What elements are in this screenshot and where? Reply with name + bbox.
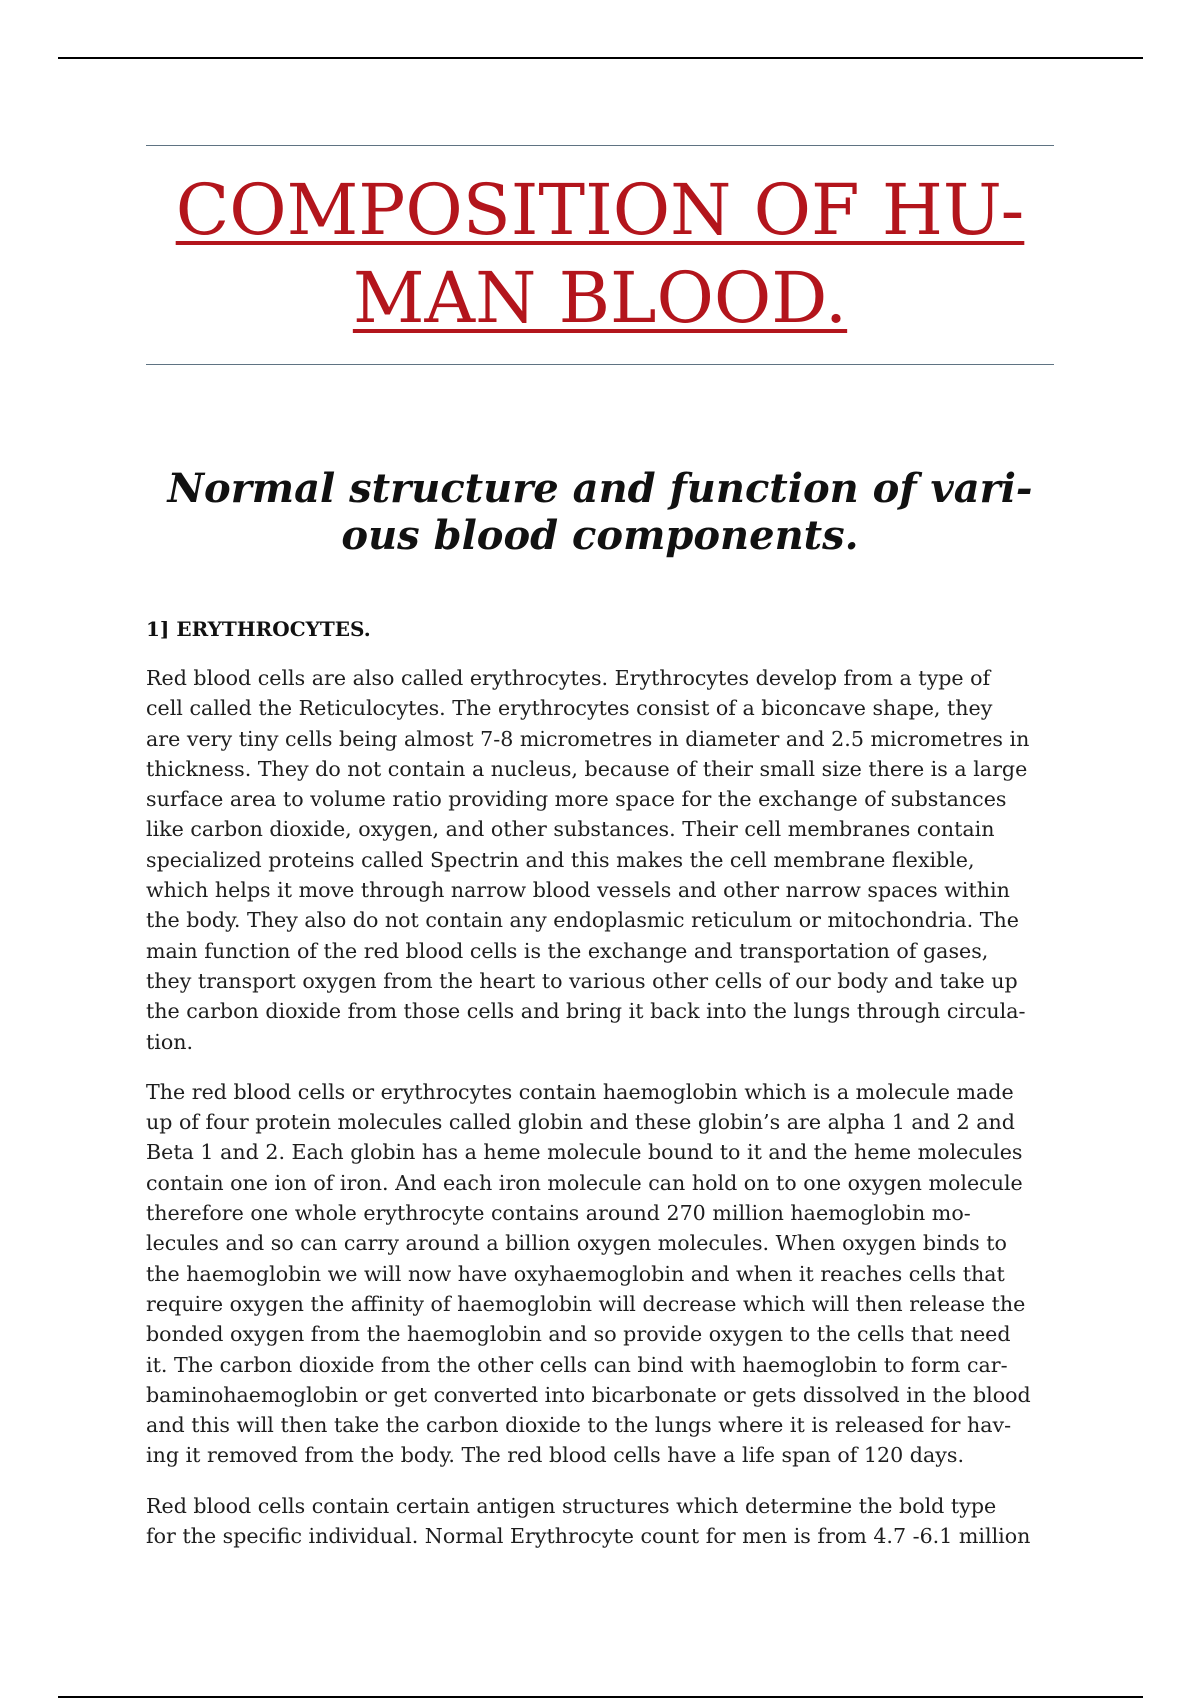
paragraph-line: specialized proteins called Spectrin and this makes the cell membrane flexible,: [146, 847, 975, 872]
paragraph-line: thickness. They do not contain a nucleus, because of their small size there is a large: [146, 756, 1028, 781]
page-bottom-rule: [58, 1696, 1143, 1698]
paragraph-line: The red blood cells or erythrocytes contain haemoglobin which is a molecule made: [146, 1079, 1014, 1104]
paragraph-line: Beta 1 and 2. Each globin has a heme molecule bound to it and the heme molecules: [146, 1140, 1023, 1165]
paragraph-line: Red blood cells contain certain antigen structures which determine the bold type: [146, 1493, 997, 1518]
paragraph-line: up of four protein molecules called globin and these globin’s are alpha 1 and 2 and: [146, 1110, 1015, 1135]
paragraph-line: they transport oxygen from the heart to various other cells of our body and take up: [146, 968, 1018, 993]
paragraph-line: are very tiny cells being almost 7-8 micrometres in diameter and 2.5 micrometres in: [146, 726, 1030, 751]
paragraph-line: the carbon dioxide from those cells and bring it back into the lungs through circula-: [146, 999, 1026, 1024]
subtitle-line: ous blood components.: [341, 512, 859, 559]
paragraph-line: ing it removed from the body. The red blood cells have a life span of 120 days.: [146, 1443, 964, 1468]
title-line: COMPOSITION OF HU-: [175, 169, 1025, 251]
paragraph-line: lecules and so can carry around a billion oxygen molecules. When oxygen binds to: [146, 1231, 1007, 1256]
paragraph-line: require oxygen the affinity of haemoglobin will decrease which will then release the: [146, 1291, 1026, 1316]
paragraph-line: contain one ion of iron. And each iron molecule can hold on to one oxygen molecule: [146, 1170, 1023, 1195]
page-top-rule: [58, 57, 1143, 59]
paragraph-line: the body. They also do not contain any endoplasmic reticulum or mitochondria. The: [146, 908, 1019, 933]
paragraph-line: for the specific individual. Normal Erythrocyte count for men is from 4.7 -6.1 million: [146, 1524, 1031, 1549]
body-paragraph: [146, 663, 1054, 1057]
title-line: MAN BLOOD.: [352, 257, 848, 339]
document-title: [146, 166, 1054, 342]
paragraph-line: like carbon dioxide, oxygen, and other substances. Their cell membranes contain: [146, 817, 995, 842]
title-bottom-rule: [146, 364, 1054, 365]
paragraph-line: the haemoglobin we will now have oxyhaemoglobin and when it reaches cells that: [146, 1261, 1005, 1286]
paragraph-line: cell called the Reticulocytes. The erythrocytes consist of a biconcave shape, they: [146, 696, 993, 721]
paragraphs: [146, 663, 1054, 1551]
paragraph-line: and this will then take the carbon dioxide to the lungs where it is released for hav-: [146, 1413, 1012, 1438]
paragraph-line: Red blood cells are also called erythrocytes. Erythrocytes develop from a type of: [146, 666, 991, 690]
document-content: [146, 145, 1054, 1551]
paragraph-line: it. The carbon dioxide from the other cells can bind with haemoglobin to form car-: [146, 1352, 1008, 1377]
paragraph-line: bonded oxygen from the haemoglobin and so provide oxygen to the cells that need: [146, 1322, 1011, 1347]
paragraph-line: therefore one whole erythrocyte contains around 270 million haemoglobin mo-: [146, 1201, 971, 1226]
subtitle-line: Normal structure and function of vari-: [167, 465, 1033, 512]
body-paragraph: [146, 1077, 1054, 1471]
title-block: [146, 146, 1054, 364]
paragraph-line: baminohaemoglobin or get converted into bicarbonate or gets dissolved in the blood: [146, 1382, 1031, 1407]
body-paragraph: [146, 1491, 1054, 1552]
paragraph-line: tion.: [146, 1029, 194, 1054]
paragraph-line: main function of the red blood cells is the exchange and transportation of gases,: [146, 938, 989, 963]
section-heading: 1] ERYTHROCYTES.: [146, 617, 371, 641]
paragraph-line: surface area to volume ratio providing more space for the exchange of substances: [146, 787, 1007, 812]
document-subtitle: [146, 465, 1054, 559]
paragraph-line: which helps it move through narrow blood vessels and other narrow spaces within: [146, 878, 1010, 903]
